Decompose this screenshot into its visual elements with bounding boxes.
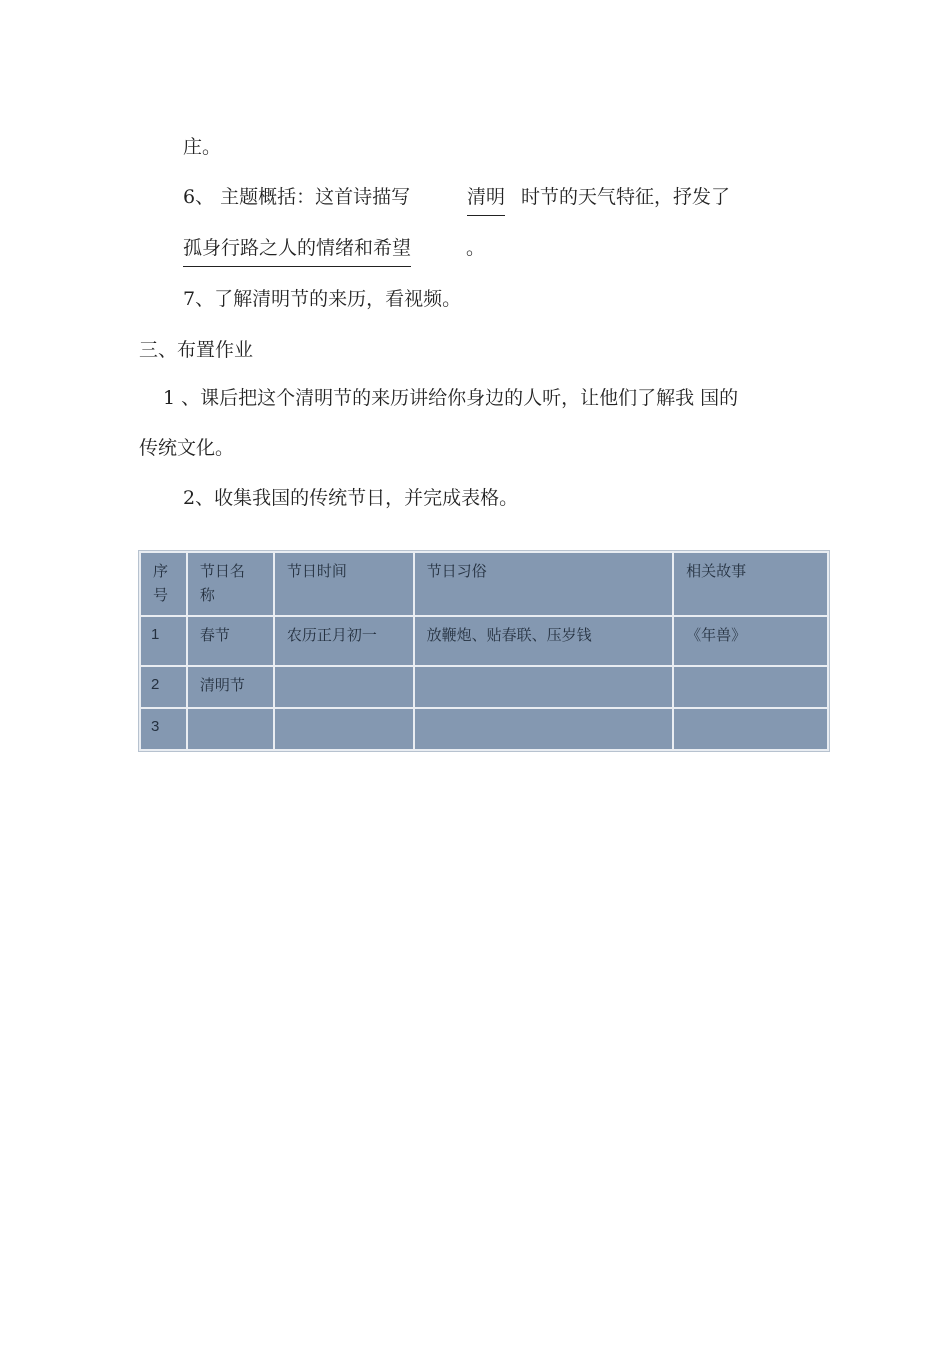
table-row [141,667,827,707]
table-header-row [141,553,827,615]
table-cell [415,709,673,749]
header-cell-related-story: 相关故事 [674,553,827,615]
table-cell [275,709,413,749]
table-row [141,617,827,665]
item6-blank-answer-2: 孤身行路之人的情绪和希望 [183,236,411,267]
table-cell [674,709,827,749]
table-cell [188,709,273,749]
homework-item2: 2、收集我国的传统节日，并完成表格。 [183,487,519,509]
header-cell-festival-name: 节日名 称 [188,553,273,615]
table-cell: 《年兽》 [674,617,827,665]
table-cell: 2 [141,667,186,707]
header-cell-index: 序 号 [141,553,186,615]
table-cell [674,667,827,707]
table-cell: 清明节 [188,667,273,707]
table-cell: 1 [141,617,186,665]
table-row [141,709,827,749]
header-cell-festival-customs: 节日习俗 [415,553,673,615]
item7: 7、了解清明节的来历，看视频。 [183,288,462,310]
item6-prefix: 6、 主题概括：这首诗描写 [183,186,411,208]
item6-end: 。 [466,237,486,259]
item6-suffix: 时节的天气特征，抒发了 [521,186,731,208]
homework-item1-line2: 传统文化。 [139,437,235,459]
item6-blank-answer-1: 清明 [467,185,505,216]
homework-item1-line1: 1 、课后把这个清明节的来历讲给你身边的人听，让他们了解我 国的 [163,387,739,409]
header-cell-festival-date: 节日时间 [275,553,413,615]
section-heading-homework: 三、布置作业 [139,339,254,361]
table-cell: 春节 [188,617,273,665]
table-cell: 放鞭炮、贴春联、压岁钱 [415,617,673,665]
table-cell [415,667,673,707]
text-line-zhuang: 庄。 [183,136,222,158]
festival-table [138,550,830,752]
table-cell: 农历正月初一 [275,617,413,665]
table-cell: 3 [141,709,186,749]
table-cell [275,667,413,707]
